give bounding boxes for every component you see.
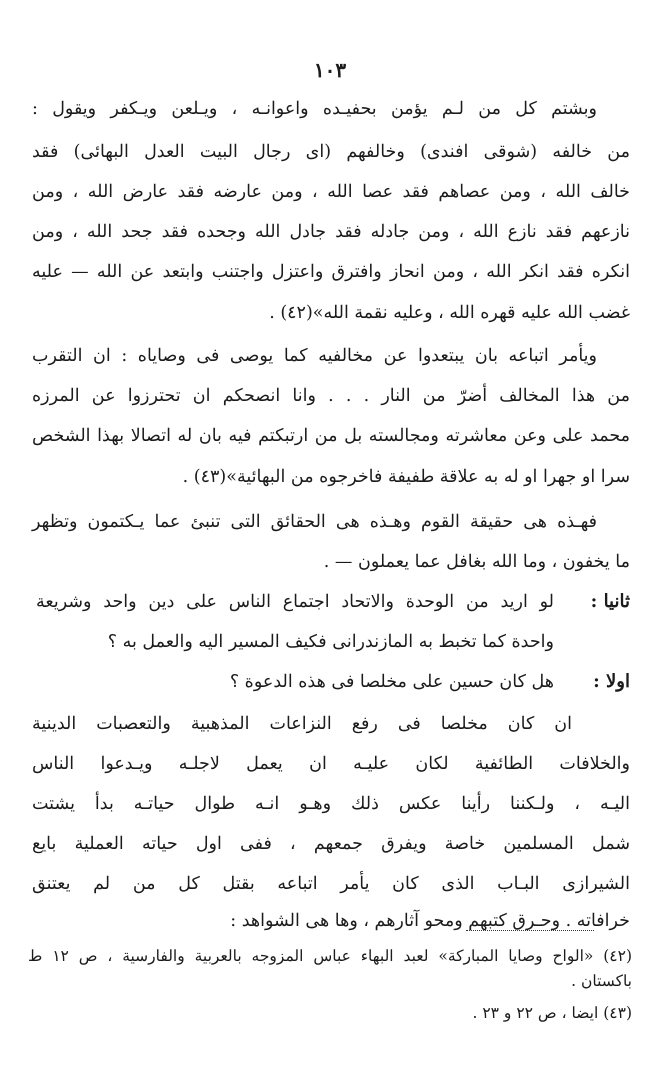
text-line: سرا او جهرا او له به علاقة طفيفة فاخرجوه من البهائية»(٤٣) . [182,467,630,487]
text-line: ان كان مخلصا فى رفع النزاعات المذهبية والتعصبات الدينية [32,714,572,734]
text-line: ما يخفون ، وما الله بغافل عما يعملون — . [323,552,630,572]
text-line: من هذا المخالف أضرّ من النار . . . وانا انصحكم ان تحترزوا عن المرزه [32,386,630,406]
text-line: خالف الله ، ومن عصاهم فقد عصا الله ، ومن عارضه فقد عارض الله ، ومن [32,182,630,202]
text-line: ويأمر اتباعه بان يبتعدوا عن مخالفيه كما يوصى فى وصاياه : ان التقرب [32,346,597,366]
section-label-awwalan: اولا : [593,671,630,692]
text-line: اليـه ، ولـكننا رأينا عكس ذلك وهـو انـه طوال حياتـه بدأ يشتت [32,794,630,814]
text-line: من خالفه (شوقى افندى) وخالفهم (اى رجال البيت العدل البهائى) فقد [32,142,630,162]
text-line: شمل المسلمين خاصة ويفرق جمعهم ، ففى اول حياته العملية بايع [32,834,630,854]
text-line: لو اريد من الوحدة والاتحاد اجتماع الناس على دين واحد وشريعة [36,592,554,612]
text-line: انكره فقد انكر الله ، ومن انحاز وافترق واعتزل واجتنب وابتعد عن الله — عليه [32,262,630,282]
text-line: محمد على وعن معاشرته ومجالسته بل من ارتبكتم فيه بان له اتصالا بهذا الشخص [32,426,630,446]
text-line: وبشتم كل من لـم يؤمن بحفيـده واعوانـه ، ويـلعن ويـكفر ويقول : [32,99,597,119]
footnote-42: (٤٢) «الواح وصايا المباركة» لعبد البهاء عباس المزوجه بالعربية والفارسية ، ص ١٢ ط [28,947,632,965]
text-line: واحدة كما تخبط به المازندرانى فكيف المسير اليه والعمل به ؟ [107,632,554,652]
footnote-divider [466,930,594,931]
text-line: غضب الله عليه قهره الله ، وعليه نقمة الله»(٤٢) . [269,303,630,323]
text-line: نازعهم فقد نازع الله ، ومن جادله فقد جادل الله وجحده فقد جحد الله ، ومن [32,222,630,242]
footnote-43: (٤٣) ايضا ، ص ٢٢ و ٢٣ . [472,1004,632,1022]
footnote-42-cont: باكستان . [571,972,632,990]
text-line: الشيرازى البـاب الذى كان يأمر اتباعه بقتل كل من لم يعتنق [32,874,630,894]
text-line: هل كان حسين على مخلصا فى هذه الدعوة ؟ [229,672,554,692]
page-number: ١٠٣ [313,58,347,82]
text-line: فهـذه هى حقيقة القوم وهـذه هى الحقائق التى تنبئ عما يـكتمون وتظهر [32,512,597,532]
section-label-thaniyan: ثانيا : [590,591,630,612]
text-line: خرافاته . وحـرق كتبهم ومحو آثارهم ، وها هى الشواهد : [230,911,630,931]
text-line: والخلافات الطائفية لكان عليـه ان يعمل لاجلـه ويـدعوا الناس [32,754,630,774]
